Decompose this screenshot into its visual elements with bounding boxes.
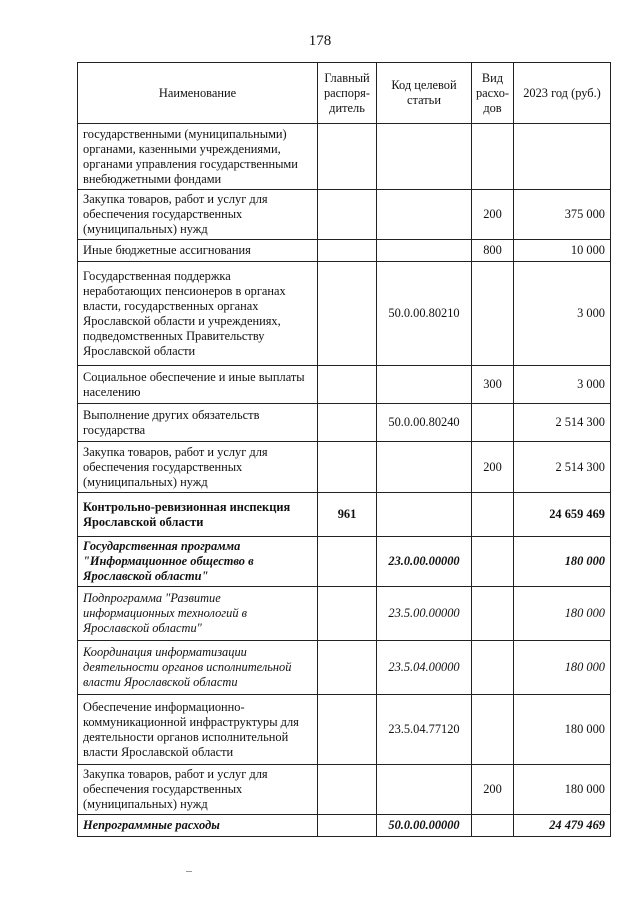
- cell-name: Координация информатизации деятельности органов исполнительной власти Ярославской области: [78, 641, 318, 695]
- header-name: Наименование: [78, 63, 318, 124]
- cell-amount: 180 000: [514, 537, 611, 587]
- cell-name: Обеспечение информационно-коммуникационной инфраструктуры для деятельности органов исполнительной власти Ярославской области: [78, 695, 318, 765]
- table-row: [78, 404, 611, 442]
- cell-target-code: [377, 442, 472, 493]
- cell-main-manager: [318, 366, 377, 404]
- cell-expense-type: [472, 493, 514, 537]
- cell-name: Закупка товаров, работ и услуг для обеспечения государственных (муниципальных) нужд: [78, 442, 318, 493]
- cell-expense-type: [472, 537, 514, 587]
- cell-expense-type: 200: [472, 190, 514, 240]
- cell-target-code: [377, 493, 472, 537]
- cell-main-manager: [318, 124, 377, 190]
- cell-expense-type: 300: [472, 366, 514, 404]
- scan-mark: [186, 871, 192, 872]
- cell-target-code: [377, 765, 472, 815]
- budget-table: [77, 62, 611, 837]
- cell-name: Непрограммные расходы: [78, 815, 318, 837]
- table-row: [78, 124, 611, 190]
- page-number: 178: [308, 33, 332, 49]
- table-row: [78, 190, 611, 240]
- cell-name: Подпрограмма "Развитие информационных технологий в Ярославской области": [78, 587, 318, 641]
- cell-main-manager: [318, 240, 377, 262]
- cell-target-code: [377, 124, 472, 190]
- cell-target-code: 50.0.00.80240: [377, 404, 472, 442]
- cell-target-code: 23.5.04.77120: [377, 695, 472, 765]
- cell-name: Закупка товаров, работ и услуг для обеспечения государственных (муниципальных) нужд: [78, 190, 318, 240]
- cell-amount: 180 000: [514, 695, 611, 765]
- cell-target-code: 23.0.00.00000: [377, 537, 472, 587]
- cell-target-code: [377, 240, 472, 262]
- cell-amount: 2 514 300: [514, 404, 611, 442]
- cell-amount: 2 514 300: [514, 442, 611, 493]
- cell-main-manager: [318, 587, 377, 641]
- cell-main-manager: [318, 765, 377, 815]
- cell-main-manager: 961: [318, 493, 377, 537]
- cell-expense-type: 200: [472, 442, 514, 493]
- cell-main-manager: [318, 695, 377, 765]
- cell-target-code: 23.5.04.00000: [377, 641, 472, 695]
- cell-name: Государственная поддержка неработающих пенсионеров в органах власти, государственных органах Ярославской области и учреждениях, подведомственных Правительству Ярославской области: [78, 262, 318, 366]
- cell-name: Социальное обеспечение и иные выплаты населению: [78, 366, 318, 404]
- table-body: [78, 124, 611, 837]
- cell-expense-type: [472, 815, 514, 837]
- cell-expense-type: [472, 124, 514, 190]
- cell-name: Иные бюджетные ассигнования: [78, 240, 318, 262]
- cell-amount: 24 479 469: [514, 815, 611, 837]
- cell-target-code: [377, 190, 472, 240]
- table-row: [78, 366, 611, 404]
- cell-main-manager: [318, 262, 377, 366]
- table-row: [78, 765, 611, 815]
- table-row: [78, 587, 611, 641]
- cell-amount: 3 000: [514, 262, 611, 366]
- table-row: [78, 537, 611, 587]
- table-row: [78, 815, 611, 837]
- table-row: [78, 262, 611, 366]
- cell-name: Закупка товаров, работ и услуг для обеспечения государственных (муниципальных) нужд: [78, 765, 318, 815]
- header-amount: 2023 год (руб.): [514, 63, 611, 124]
- cell-expense-type: 200: [472, 765, 514, 815]
- header-expense-type: Вид расхо-дов: [472, 63, 514, 124]
- cell-amount: 3 000: [514, 366, 611, 404]
- cell-main-manager: [318, 815, 377, 837]
- table-header-row: [78, 63, 611, 124]
- cell-amount: 180 000: [514, 641, 611, 695]
- cell-expense-type: [472, 587, 514, 641]
- cell-amount: 375 000: [514, 190, 611, 240]
- header-main-manager: Главный распоря-дитель: [318, 63, 377, 124]
- table-row: [78, 442, 611, 493]
- cell-expense-type: 800: [472, 240, 514, 262]
- table-row: [78, 493, 611, 537]
- cell-amount: 180 000: [514, 587, 611, 641]
- cell-amount: 24 659 469: [514, 493, 611, 537]
- cell-amount: 180 000: [514, 765, 611, 815]
- cell-expense-type: [472, 695, 514, 765]
- cell-main-manager: [318, 442, 377, 493]
- table-row: [78, 240, 611, 262]
- cell-name: Контрольно-ревизионная инспекция Ярославской области: [78, 493, 318, 537]
- cell-target-code: [377, 366, 472, 404]
- table-row: [78, 695, 611, 765]
- header-target-code: Код целевой статьи: [377, 63, 472, 124]
- cell-expense-type: [472, 641, 514, 695]
- cell-name: Выполнение других обязательств государства: [78, 404, 318, 442]
- cell-main-manager: [318, 537, 377, 587]
- cell-target-code: 50.0.00.80210: [377, 262, 472, 366]
- cell-expense-type: [472, 262, 514, 366]
- cell-amount: 10 000: [514, 240, 611, 262]
- cell-name: государственными (муниципальными) органами, казенными учреждениями, органами управления государственными внебюджетными фондами: [78, 124, 318, 190]
- cell-target-code: 23.5.00.00000: [377, 587, 472, 641]
- cell-main-manager: [318, 404, 377, 442]
- cell-expense-type: [472, 404, 514, 442]
- cell-amount: [514, 124, 611, 190]
- cell-main-manager: [318, 190, 377, 240]
- cell-name: Государственная программа "Информационное общество в Ярославской области": [78, 537, 318, 587]
- cell-main-manager: [318, 641, 377, 695]
- table-row: [78, 641, 611, 695]
- cell-target-code: 50.0.00.00000: [377, 815, 472, 837]
